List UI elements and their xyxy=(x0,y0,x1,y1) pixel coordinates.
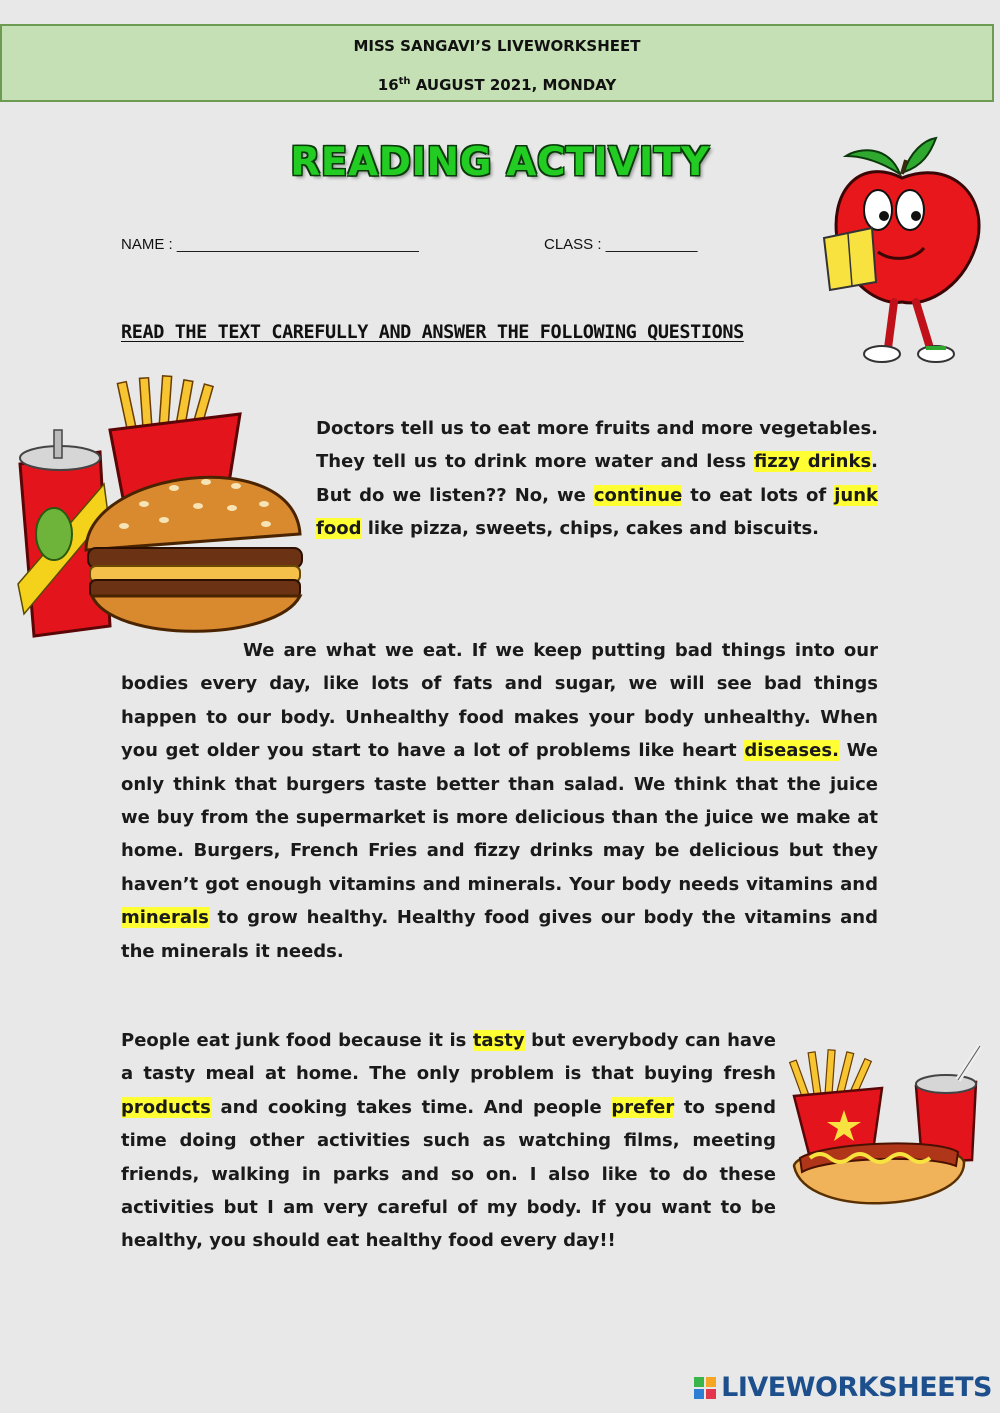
highlight-diseases: diseases. xyxy=(744,740,839,762)
highlight-minerals: minerals xyxy=(121,907,209,929)
page-title: READING ACTIVITY xyxy=(290,140,710,185)
instruction-heading: READ THE TEXT CAREFULLY AND ANSWER THE FOLLOWING QUESTIONS xyxy=(121,322,744,343)
name-blank[interactable]: _____________________________ xyxy=(176,236,419,253)
highlight-fizzy-drinks: fizzy drinks xyxy=(753,451,872,473)
paragraph-2: We are what we eat. If we keep putting bad things into our bodies every day, like lots of fats and sugar, we will see bad things happen to our body. Unhealthy food makes your body unhealthy. When you get older you start to have a lot of problems like heart diseases. We only think that burgers taste better than salad. We think that the juice we buy from the supermarket is more delicious than the juice we make at home. Burgers, French Fries and fizzy drinks may be delicious but they haven’t got enough vitamins and minerals. Your body needs vitamins and minerals to grow healthy. Healthy food gives our body the vitamins and the minerals it needs. xyxy=(121,640,878,962)
highlight-junk-food: junk food xyxy=(316,484,878,540)
hotdog-fries-soda-image xyxy=(786,1040,986,1230)
liveworksheets-logo-icon xyxy=(693,1376,717,1400)
highlight-continue: continue xyxy=(593,484,683,506)
teacher-name: MISS SANGAVI’S LIVEWORKSHEET xyxy=(353,37,641,55)
class-blank[interactable]: ___________ xyxy=(605,236,698,253)
paragraph-1: Doctors tell us to eat more fruits and more vegetables. They tell us to drink more water and less fizzy drinks. But do we listen?? No, we continue to eat lots of junk food like pizza, sweets, chips, cakes and biscuits. xyxy=(316,418,879,540)
highlight-products: products xyxy=(121,1096,211,1118)
paragraph-3: People eat junk food because it is tasty but everybody can have a tasty meal at home. The only problem is that buying fresh products and cooking takes time. And people prefer to spend time doing other activities such as watching films, meeting friends, walking in parks and so on. I also like to do these activities but I am very careful of my body. If you want to be healthy, you should eat healthy food every day!! xyxy=(121,1030,776,1252)
name-field: NAME : _____________________________ xyxy=(121,236,419,253)
class-field: CLASS : ___________ xyxy=(544,236,698,253)
burger-fries-soda-image xyxy=(14,374,306,646)
liveworksheets-brand: LIVEWORKSHEETS xyxy=(693,1372,992,1403)
highlight-tasty: tasty xyxy=(472,1030,525,1051)
worksheet-date: 16th AUGUST 2021, MONDAY xyxy=(377,76,617,94)
highlight-prefer: prefer xyxy=(611,1096,675,1118)
header-box xyxy=(0,24,994,102)
apple-reading-book-image xyxy=(818,134,988,370)
